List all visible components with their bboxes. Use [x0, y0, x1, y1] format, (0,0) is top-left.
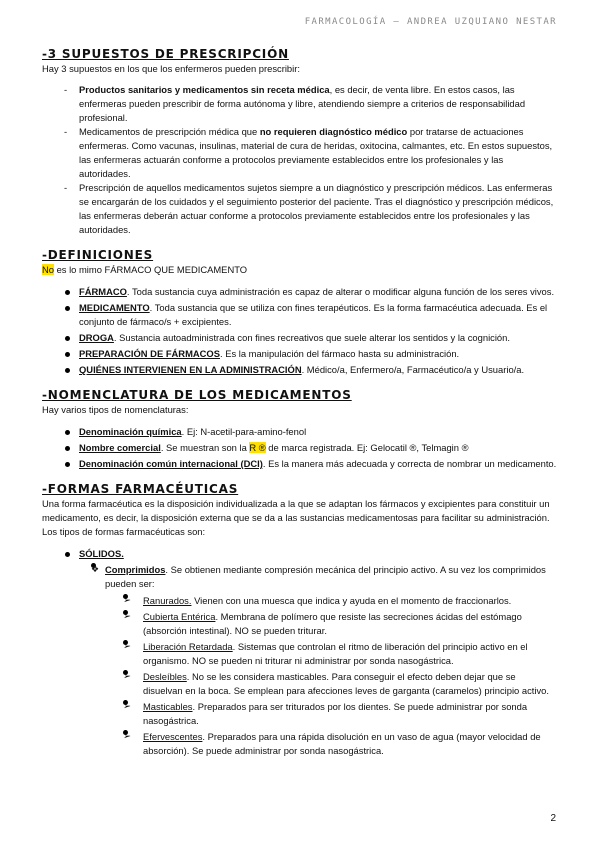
- section-nomenclatura: [42, 387, 557, 471]
- section-title: -DEFINICIONES: [42, 248, 154, 262]
- definiciones-list: [64, 285, 557, 377]
- section-title: -NOMENCLATURA DE LOS MEDICAMENTOS: [42, 388, 352, 402]
- list-item: ➢ Desleíbles. No se les considera masticables. Para conseguir el efecto deben dejar que se disuelvan en la boca. Se emplean para afecciones leves de garganta (caramelos) principio activo.: [123, 670, 557, 698]
- list-item: DROGA. Sustancia autoadministrada con fines recreativos que suele alterar los sentidos y la cognición.: [64, 331, 557, 345]
- list-item: Nombre comercial. Se muestran son la R ® de marca registrada. Ej: Gelocatil ®, Telmagin ®: [64, 441, 557, 455]
- solidos-list: [91, 563, 557, 758]
- section-definiciones: [42, 247, 557, 377]
- list-item: ➢ Masticables. Preparados para ser triturados por los dientes. Se puede administrar por sonda nasogástrica.: [123, 700, 557, 728]
- page-header: FARMACOLOGÍA – ANDREA UZQUIANO NESTAR: [304, 17, 557, 27]
- list-item: ➢ Liberación Retardada. Sistemas que controlan el ritmo de liberación del principio activo en el organismo. NO se pueden ni triturar ni administrar por sonda nasogástrica.: [123, 640, 557, 668]
- section-formas: [42, 481, 557, 758]
- list-item: FÁRMACO. Toda sustancia cuya administración es capaz de alterar o modificar alguna función de los seres vivos.: [64, 285, 557, 299]
- list-item: ➢ Efervescentes. Preparados para una rápida disolución en un vaso de agua (mayor velocidad de absorción). Se puede administrar por sonda nasogástrica.: [123, 730, 557, 758]
- section-supuestos: [42, 46, 557, 237]
- list-item: - Productos sanitarios y medicamentos sin receta médica, es decir, de venta libre. En estos casos, las enfermeras pueden prescribir de forma autónoma y libre, atendiendo siempre a criterios de responsabilidad profesional.: [64, 83, 557, 125]
- list-item: ❖ Comprimidos. Se obtienen mediante compresión mecánica del principio activo. A su vez los comprimidos pueden ser: ➢ Ranurados. Vienen con una muesca que indica y ayuda en el momento de fraccionarlos. ➢ Cubierta Entérica. Membrana de polímero que resiste las secreciones ácidas del estómago (absorción intestinal). NO se pueden triturar. ➢ Liberación Retardada. Sistemas que controlan el ritmo de liberación del principio activo en el organismo. NO se pueden ni triturar ni administrar por sonda nasogástrica. ➢ Desleíbles. No se les considera masticables. Para conseguir el efecto deben dejar que se disuelvan en la boca. Se emplean para afecciones leves de garganta (caramelos) principio activo. ➢ Masticables. Preparados para ser triturados por los dientes. Se puede administrar por sonda nasogástrica. ➢ Efervescentes. Preparados para una rápida disolución en un vaso de agua (mayor velocidad de absorción). Se puede administrar por sonda nasogástrica.: [91, 563, 557, 758]
- nomenclatura-list: [64, 425, 557, 471]
- section-intro: Hay varios tipos de nomenclaturas:: [42, 404, 189, 415]
- section-intro: Una forma farmacéutica es la disposición individualizada a la que se adaptan los fármacos y excipientes para constituir un medicamento, es decir, la disposición externa que se da a las sustancias medicamentosas para facilitar su administración. Los tipos de formas farmacéuticas son:: [42, 498, 550, 537]
- supuestos-list: [64, 83, 557, 237]
- formas-list: [64, 547, 557, 758]
- highlight: R ®: [249, 442, 266, 453]
- list-item: MEDICAMENTO. Toda sustancia que se utiliza con fines terapéuticos. Es la forma farmacéutica adecuada. Es el conjunto de fármaco/s + excipientes.: [64, 301, 557, 329]
- list-item: ➢ Ranurados. Vienen con una muesca que indica y ayuda en el momento de fraccionarlos.: [123, 594, 557, 608]
- section-intro: Hay 3 supuestos en los que los enfermeros pueden prescribir:: [42, 63, 300, 74]
- list-item: - Prescripción de aquellos medicamentos sujetos siempre a un diagnóstico y prescripción médicos. Las enfermeras se encargarán de los cuidados y el seguimiento posterior del paciente. Tras el diagnóstico y prescripción médicos, las enfermeras deberán actuar conforme a protocolos previamente establecidos entre los profesionales y las autoridades.: [64, 181, 557, 237]
- list-item: Denominación común internacional (DCI). Es la manera más adecuada y correcta de nombrar un medicamento.: [64, 457, 557, 471]
- list-item: ➢ Cubierta Entérica. Membrana de polímero que resiste las secreciones ácidas del estómago (absorción intestinal). NO se pueden triturar.: [123, 610, 557, 638]
- list-item: SÓLIDOS. ❖ Comprimidos. Se obtienen mediante compresión mecánica del principio activo. A su vez los comprimidos pueden ser: ➢ Ranurados. Vienen con una muesca que indica y ayuda en el momento de fraccionarlos. ➢ Cubierta Entérica. Membrana de polímero que resiste las secreciones ácidas del estómago (absorción intestinal). NO se pueden triturar. ➢ Liberación Retardada. Sistemas que controlan el ritmo de liberación del principio activo en el organismo. NO se pueden ni triturar ni administrar por sonda nasogástrica. ➢ Desleíbles. No se les considera masticables. Para conseguir el efecto deben dejar que se disuelvan en la boca. Se emplean para afecciones leves de garganta (caramelos) principio activo. ➢ Masticables. Preparados para ser triturados por los dientes. Se puede administrar por sonda nasogástrica. ➢ Efervescentes. Preparados para una rápida disolución en un vaso de agua (mayor velocidad de absorción). Se puede administrar por sonda nasogástrica.: [64, 547, 557, 758]
- section-title: -3 SUPUESTOS DE PRESCRIPCIÓN: [42, 47, 289, 61]
- page-content: [42, 46, 557, 760]
- page-number: 2: [550, 813, 556, 824]
- section-title: -FORMAS FARMACÉUTICAS: [42, 482, 239, 496]
- highlight: No: [42, 264, 54, 275]
- list-item: QUIÉNES INTERVIENEN EN LA ADMINISTRACIÓN. Médico/a, Enfermero/a, Farmacéutico/a y Usuario/a.: [64, 363, 557, 377]
- list-item: - Medicamentos de prescripción médica que no requieren diagnóstico médico por tratarse de actuaciones enfermeras. Como vacunas, insulinas, material de cura de heridas, oxitocina, calmantes, etc. En estos supuestos, las enfermeras actuarán conforme a protocolos previamente establecidos entre los profesionales y las autoridades.: [64, 125, 557, 181]
- list-item: Denominación química. Ej: N-acetil-para-amino-fenol: [64, 425, 557, 439]
- definiciones-note: No es lo mimo FÁRMACO QUE MEDICAMENTO: [42, 264, 248, 275]
- comprimidos-list: [123, 594, 557, 758]
- list-item: PREPARACIÓN DE FÁRMACOS. Es la manipulación del fármaco hasta su administración.: [64, 347, 557, 361]
